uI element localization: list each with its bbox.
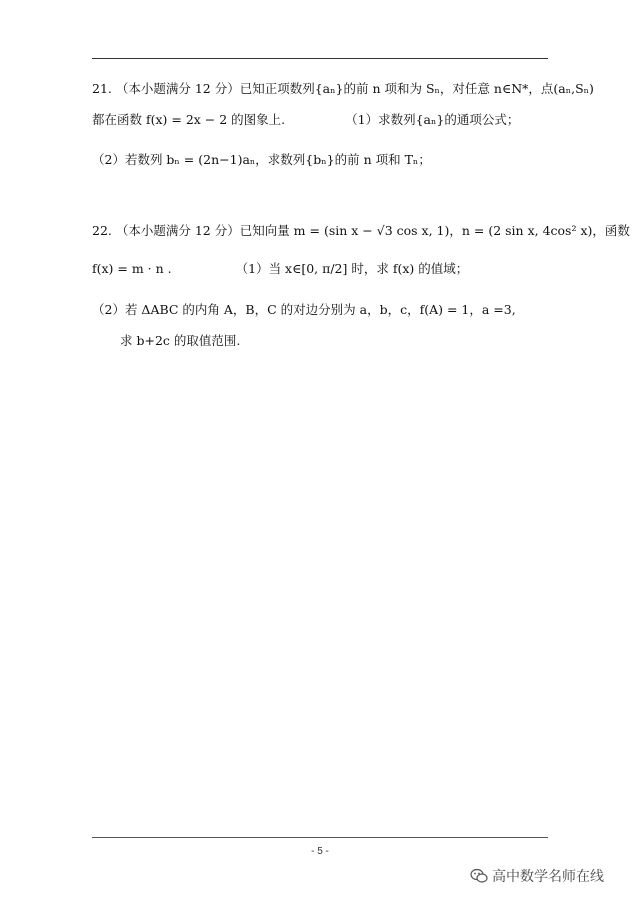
problem-22-function-def: f(x) = m · n . xyxy=(92,261,172,276)
problem-22-line-2 xyxy=(92,260,468,278)
problem-21-function-text: 都在函数 f(x) = 2x − 2 的图象上. xyxy=(92,112,286,127)
problem-21-line-1: 21. （本小题满分 12 分）已知正项数列{aₙ}的前 n 项和为 Sₙ，对任意 n∈N*，点(aₙ,Sₙ) xyxy=(92,81,594,96)
wechat-icon xyxy=(470,868,488,884)
problem-22-line-1: 22. （本小题满分 12 分）已知向量 m = (sin x − √3 cos x, 1)，n = (2 sin x, 4cos² x)，函数 xyxy=(92,223,630,238)
footer-rule xyxy=(92,837,548,838)
problem-22-statement xyxy=(92,222,630,240)
problem-22-part-2-text: （2）若 ΔABC 的内角 A，B，C 的对边分别为 a，b，c，f(A) = 1，a =3, xyxy=(92,302,516,317)
watermark xyxy=(470,866,604,886)
page-number: - 5 - xyxy=(311,846,329,857)
problem-21-statement xyxy=(92,80,594,98)
problem-21-part-2-text: （2）若数列 bₙ = (2n−1)aₙ，求数列{bₙ}的前 n 项和 Tₙ； xyxy=(92,152,431,167)
watermark-text: 高中数学名师在线 xyxy=(492,869,604,885)
problem-21-line-2 xyxy=(92,111,519,129)
problem-22-part-2-question xyxy=(120,332,240,350)
header-rule xyxy=(92,58,548,59)
problem-21-part-1: （1）求数列{aₙ}的通项公式； xyxy=(345,112,520,127)
problem-22-part-1: （1）当 x∈[0, π/2] 时，求 f(x) 的值域； xyxy=(235,261,469,276)
problem-21-part-2 xyxy=(92,151,431,169)
problem-22-line-4: 求 b+2c 的取值范围. xyxy=(120,333,241,348)
problem-22-part-2 xyxy=(92,301,516,319)
